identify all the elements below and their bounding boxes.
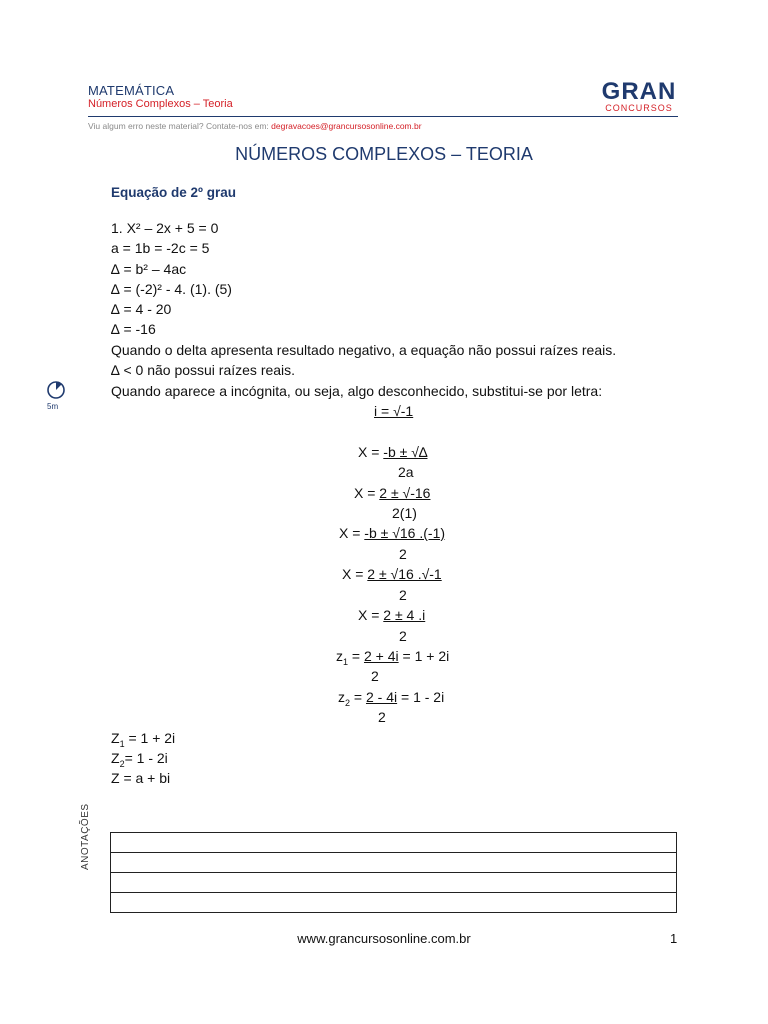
equation-lhs: X = (342, 566, 368, 582)
page-number: 1 (670, 931, 678, 946)
gran-logo (598, 78, 680, 113)
text-line: ∆ < 0 não possui raízes reais. (111, 362, 296, 378)
text-line: 1. X² – 2x + 5 = 0 (111, 220, 219, 236)
equation-numerator: -b ± √16 .(-1) (364, 525, 446, 541)
z2-equals: = (350, 689, 366, 705)
result-z1-value: = 1 + 2i (124, 730, 176, 746)
equation-denominator: 2 (399, 628, 407, 644)
logo-sub-text: CONCURSOS (605, 103, 673, 113)
result-z1-variable: Z (111, 730, 120, 746)
equation-line (342, 565, 442, 583)
subject-label: MATEMÁTICA (88, 83, 175, 98)
z2-denominator: 2 (378, 709, 386, 725)
result-z2-value: = 1 - 2i (124, 750, 168, 766)
equation-denominator: 2 (399, 546, 407, 562)
result-general-form: Z = a + bi (111, 770, 171, 786)
equation-line (339, 524, 445, 542)
z1-variable: z (336, 648, 343, 664)
notes-row[interactable] (111, 893, 676, 913)
contact-text: Viu algum erro neste material? Contate-nos em: (88, 121, 272, 131)
equation-lhs: X = (354, 485, 380, 501)
topic-label: Números Complexos – Teoria (88, 98, 233, 110)
section-title: Equação de 2º grau (111, 185, 236, 200)
equation-lhs: X = (339, 525, 365, 541)
result-z2-subscript: 2 (119, 758, 125, 769)
equation-lhs: X = (358, 607, 384, 623)
z2-variable: z (338, 689, 345, 705)
equation-denominator: 2(1) (392, 505, 417, 521)
z2-subscript: 2 (345, 697, 351, 708)
equation-denominator: 2 (399, 587, 407, 603)
document-title: NÚMEROS COMPLEXOS – TEORIA (235, 144, 533, 164)
z2-result: = 1 - 2i (397, 689, 445, 705)
text-line: a = 1b = -2c = 5 (111, 240, 210, 256)
z1-numerator: 2 + 4i (363, 648, 399, 664)
footer-url[interactable]: www.grancursosonline.com.br (297, 931, 471, 946)
z2-numerator: 2 - 4i (365, 689, 398, 705)
root-z1-line (336, 647, 449, 671)
z1-equals: = (348, 648, 364, 664)
equation-line (358, 443, 427, 461)
equation-denominator: 2a (398, 464, 414, 480)
contact-line (88, 121, 422, 131)
equation-numerator: 2 ± √-16 (379, 485, 431, 501)
result-z2-variable: Z (111, 750, 120, 766)
notes-side-label: ANOTAÇÕES (80, 803, 91, 870)
equation-line (354, 484, 430, 502)
equation-line (358, 606, 425, 624)
equation-numerator: -b ± √∆ (383, 444, 428, 460)
equation-numerator: 2 ± 4 .i (383, 607, 426, 623)
contact-email-link[interactable]: degravacoes@grancursosonline.com.br (271, 121, 422, 131)
z1-subscript: 1 (343, 656, 349, 667)
notes-row[interactable] (111, 873, 676, 893)
notes-table[interactable] (110, 832, 677, 913)
root-z2-line (338, 688, 444, 712)
timer-label: 5m (47, 402, 59, 411)
z1-result: = 1 + 2i (398, 648, 450, 664)
equation-numerator: 2 ± √16 .√-1 (367, 566, 442, 582)
notes-row[interactable] (111, 853, 676, 873)
z1-denominator: 2 (371, 668, 379, 684)
logo-main-text: GRAN (601, 78, 677, 105)
text-line: ∆ = b² – 4ac (111, 261, 187, 277)
timer-icon[interactable] (46, 380, 66, 400)
text-line: ∆ = (-2)² - 4. (1). (5) (111, 281, 232, 297)
text-line: Quando o delta apresenta resultado negativo, a equação não possui raízes reais. (111, 342, 617, 358)
equation-lhs: X = (358, 444, 384, 460)
result-z1-subscript: 1 (119, 738, 125, 749)
imaginary-unit-definition: i = √-1 (374, 403, 414, 419)
text-line: ∆ = -16 (111, 321, 156, 337)
notes-row[interactable] (111, 833, 676, 853)
header-divider (88, 116, 678, 117)
text-line: ∆ = 4 - 20 (111, 301, 172, 317)
text-line: Quando aparece a incógnita, ou seja, algo desconhecido, substitui-se por letra: (111, 383, 603, 399)
